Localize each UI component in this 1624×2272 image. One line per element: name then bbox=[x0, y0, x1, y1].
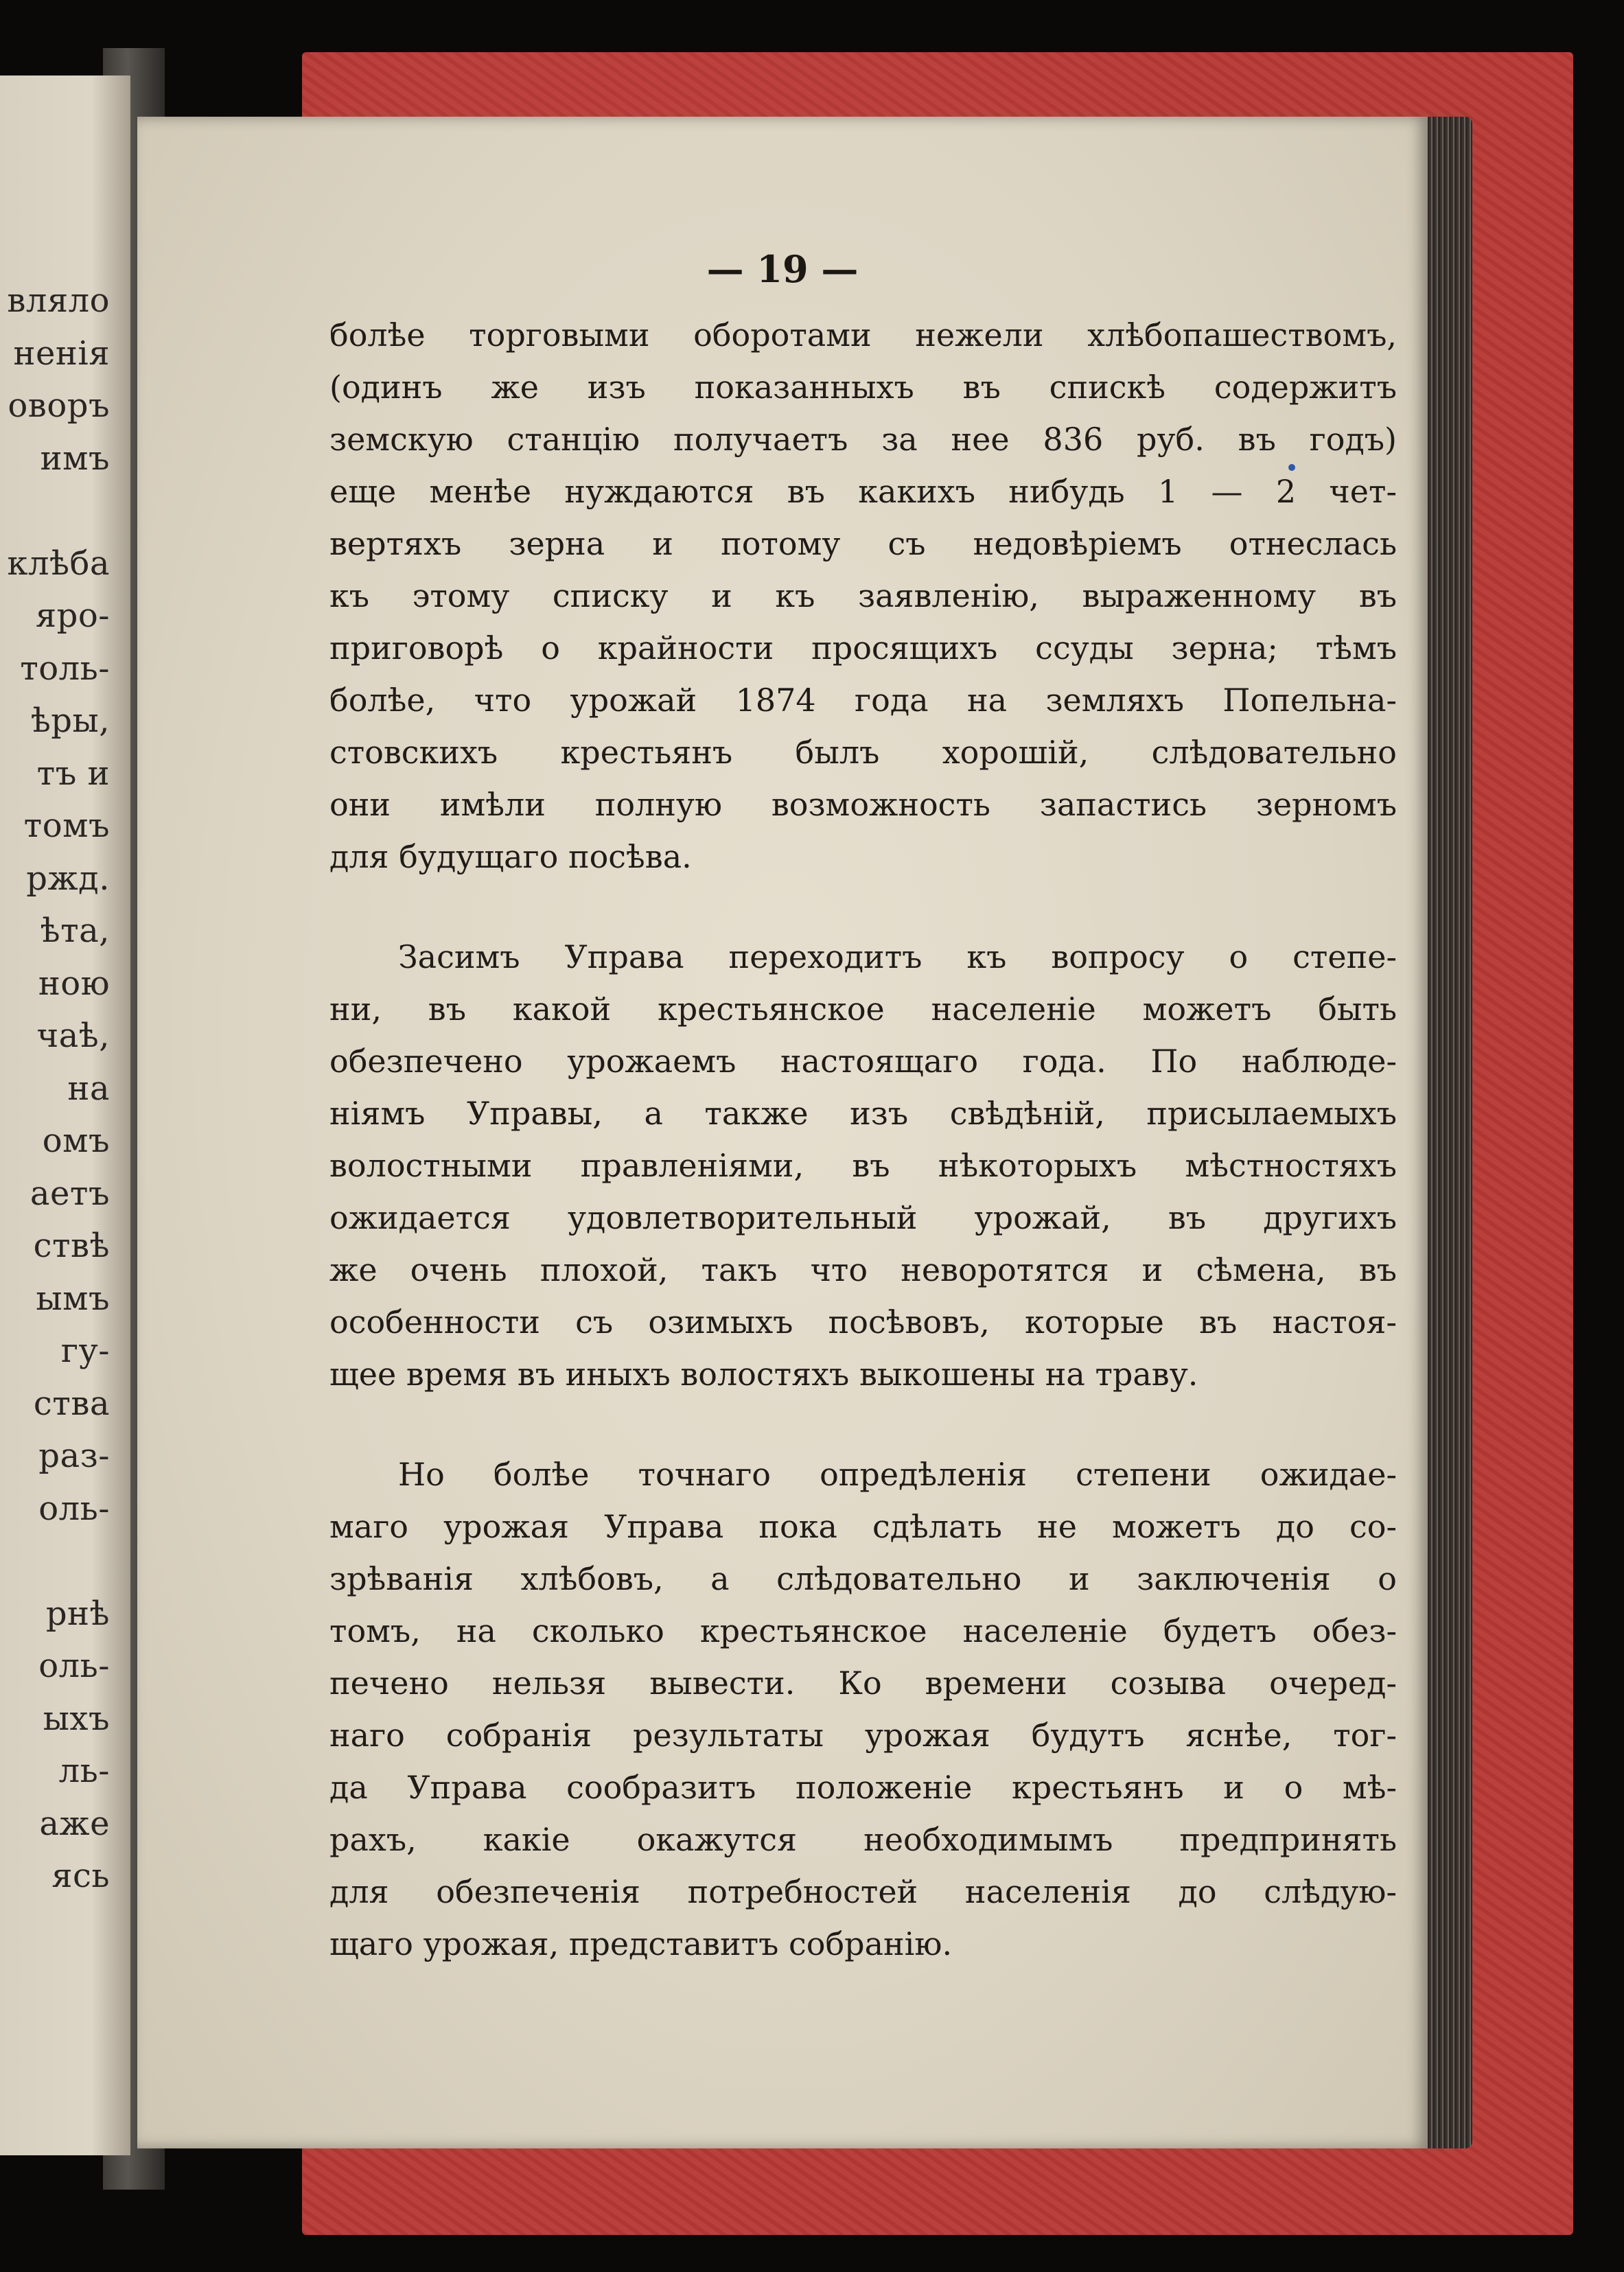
text-line: щее время въ иныхъ волостяхъ выкошены на траву. bbox=[329, 1356, 1198, 1393]
page-number: — 19 — bbox=[706, 247, 859, 291]
text-line: для будущаго посѣва. bbox=[329, 838, 692, 875]
facing-page-line: ѣры, bbox=[30, 702, 110, 740]
facing-page-line: ль- bbox=[58, 1752, 110, 1790]
page-body bbox=[329, 309, 1397, 1970]
text-line: Но болѣе точнаго опредѣленія степени ожидае- bbox=[398, 1456, 1397, 1493]
facing-page-line: клѣба bbox=[7, 544, 110, 583]
text-line: обезпечено урожаемъ настоящаго года. По наблюде- bbox=[329, 1043, 1397, 1080]
facing-page-line: яро- bbox=[35, 596, 110, 635]
text-line: же очень плохой, такъ что неворотятся и сѣмена, въ bbox=[329, 1251, 1397, 1288]
facing-page-line: оль- bbox=[38, 1647, 110, 1685]
facing-page-line: на bbox=[67, 1069, 110, 1108]
facing-page-line: ненія bbox=[13, 334, 110, 373]
facing-page-line: тъ и bbox=[36, 754, 110, 793]
text-line: волостными правленіями, въ нѣкоторыхъ мѣстностяхъ bbox=[329, 1147, 1397, 1184]
text-line: Засимъ Управа переходитъ къ вопросу о степе- bbox=[398, 938, 1397, 975]
facing-page-line: гу- bbox=[60, 1332, 110, 1370]
text-line: печено нельзя вывести. Ко времени созыва очеред- bbox=[329, 1665, 1397, 1702]
text-line: земскую станцію получаетъ за нее 836 руб. въ годъ) bbox=[329, 421, 1397, 458]
facing-page-line: омъ bbox=[42, 1122, 110, 1160]
text-line: къ этому списку и къ заявленію, выраженному въ bbox=[329, 577, 1397, 614]
text-line: томъ, на сколько крестьянское населеніе будетъ обез- bbox=[329, 1612, 1397, 1649]
text-line: они имѣли полную возможность запастись зерномъ bbox=[329, 786, 1397, 823]
text-line: для обезпеченія потребностей населенія до слѣдую- bbox=[329, 1873, 1397, 1910]
facing-page-line: оворъ bbox=[8, 386, 110, 425]
facing-page-line: ства bbox=[33, 1384, 110, 1423]
facing-page-line bbox=[0, 1535, 110, 1588]
facing-page-text bbox=[0, 275, 110, 1903]
facing-page-line: чаѣ, bbox=[36, 1017, 110, 1055]
facing-page-line: ствѣ bbox=[33, 1227, 110, 1265]
facing-page-line: ѣта, bbox=[40, 912, 110, 950]
facing-page-line: раз- bbox=[38, 1437, 110, 1475]
text-line: вертяхъ зерна и потому съ недовѣріемъ отнеслась bbox=[329, 525, 1397, 562]
facing-page-line: ясь bbox=[51, 1857, 110, 1895]
text-line: приговорѣ о крайности просящихъ ссуды зерна; тѣмъ bbox=[329, 629, 1397, 666]
text-line: болѣе, что урожай 1874 года на земляхъ Попельна- bbox=[329, 682, 1397, 719]
text-line: щаго урожая, представитъ собранію. bbox=[329, 1925, 953, 1962]
text-line: ожидается удовлетворительный урожай, въ другихъ bbox=[329, 1199, 1397, 1236]
facing-page-line: томъ bbox=[23, 807, 110, 845]
facing-page-line: оль- bbox=[38, 1489, 110, 1528]
text-line: болѣе торговыми оборотами нежели хлѣбопашествомъ, bbox=[329, 316, 1397, 353]
text-line: наго собранія результаты урожая будутъ яснѣе, тог- bbox=[329, 1717, 1397, 1754]
text-line: да Управа сообразитъ положеніе крестьянъ и о мѣ- bbox=[329, 1769, 1397, 1806]
paragraph-gap bbox=[329, 1400, 1397, 1448]
text-line: ни, въ какой крестьянское населеніе можетъ быть bbox=[329, 990, 1397, 1028]
facing-page-line: имъ bbox=[40, 439, 110, 478]
text-line: стовскихъ крестьянъ былъ хорошій, слѣдовательно bbox=[329, 734, 1397, 771]
facing-left-page bbox=[0, 76, 130, 2155]
ink-dot bbox=[1288, 464, 1295, 471]
facing-page-line: рнѣ bbox=[45, 1594, 110, 1633]
facing-page-line: аетъ bbox=[30, 1174, 110, 1213]
text-line: зрѣванія хлѣбовъ, а слѣдовательно и заключенія о bbox=[329, 1560, 1397, 1597]
book-page bbox=[137, 117, 1428, 2148]
facing-page-line: ымъ bbox=[36, 1279, 110, 1318]
facing-page-line: толь- bbox=[20, 649, 110, 688]
text-line: еще менѣе нуждаются въ какихъ нибудь 1 — 2 чет- bbox=[329, 473, 1397, 510]
text-line: (одинъ же изъ показанныхъ въ спискѣ содержитъ bbox=[329, 369, 1397, 406]
text-line: рахъ, какіе окажутся необходимымъ предпринять bbox=[329, 1821, 1397, 1858]
text-line: ніямъ Управы, а также изъ свѣдѣній, присылаемыхъ bbox=[329, 1095, 1397, 1132]
facing-page-line: аже bbox=[39, 1804, 110, 1843]
facing-page-line: ыхъ bbox=[43, 1699, 110, 1738]
facing-page-line: ржд. bbox=[26, 859, 110, 898]
text-line: маго урожая Управа пока сдѣлать не можетъ до со- bbox=[329, 1508, 1397, 1545]
facing-page-line: вляло bbox=[7, 281, 110, 320]
paragraph-gap bbox=[329, 883, 1397, 931]
text-line: особенности съ озимыхъ посѣвовъ, которые въ настоя- bbox=[329, 1303, 1397, 1341]
facing-page-line: ною bbox=[38, 964, 110, 1003]
facing-page-line bbox=[0, 485, 110, 537]
